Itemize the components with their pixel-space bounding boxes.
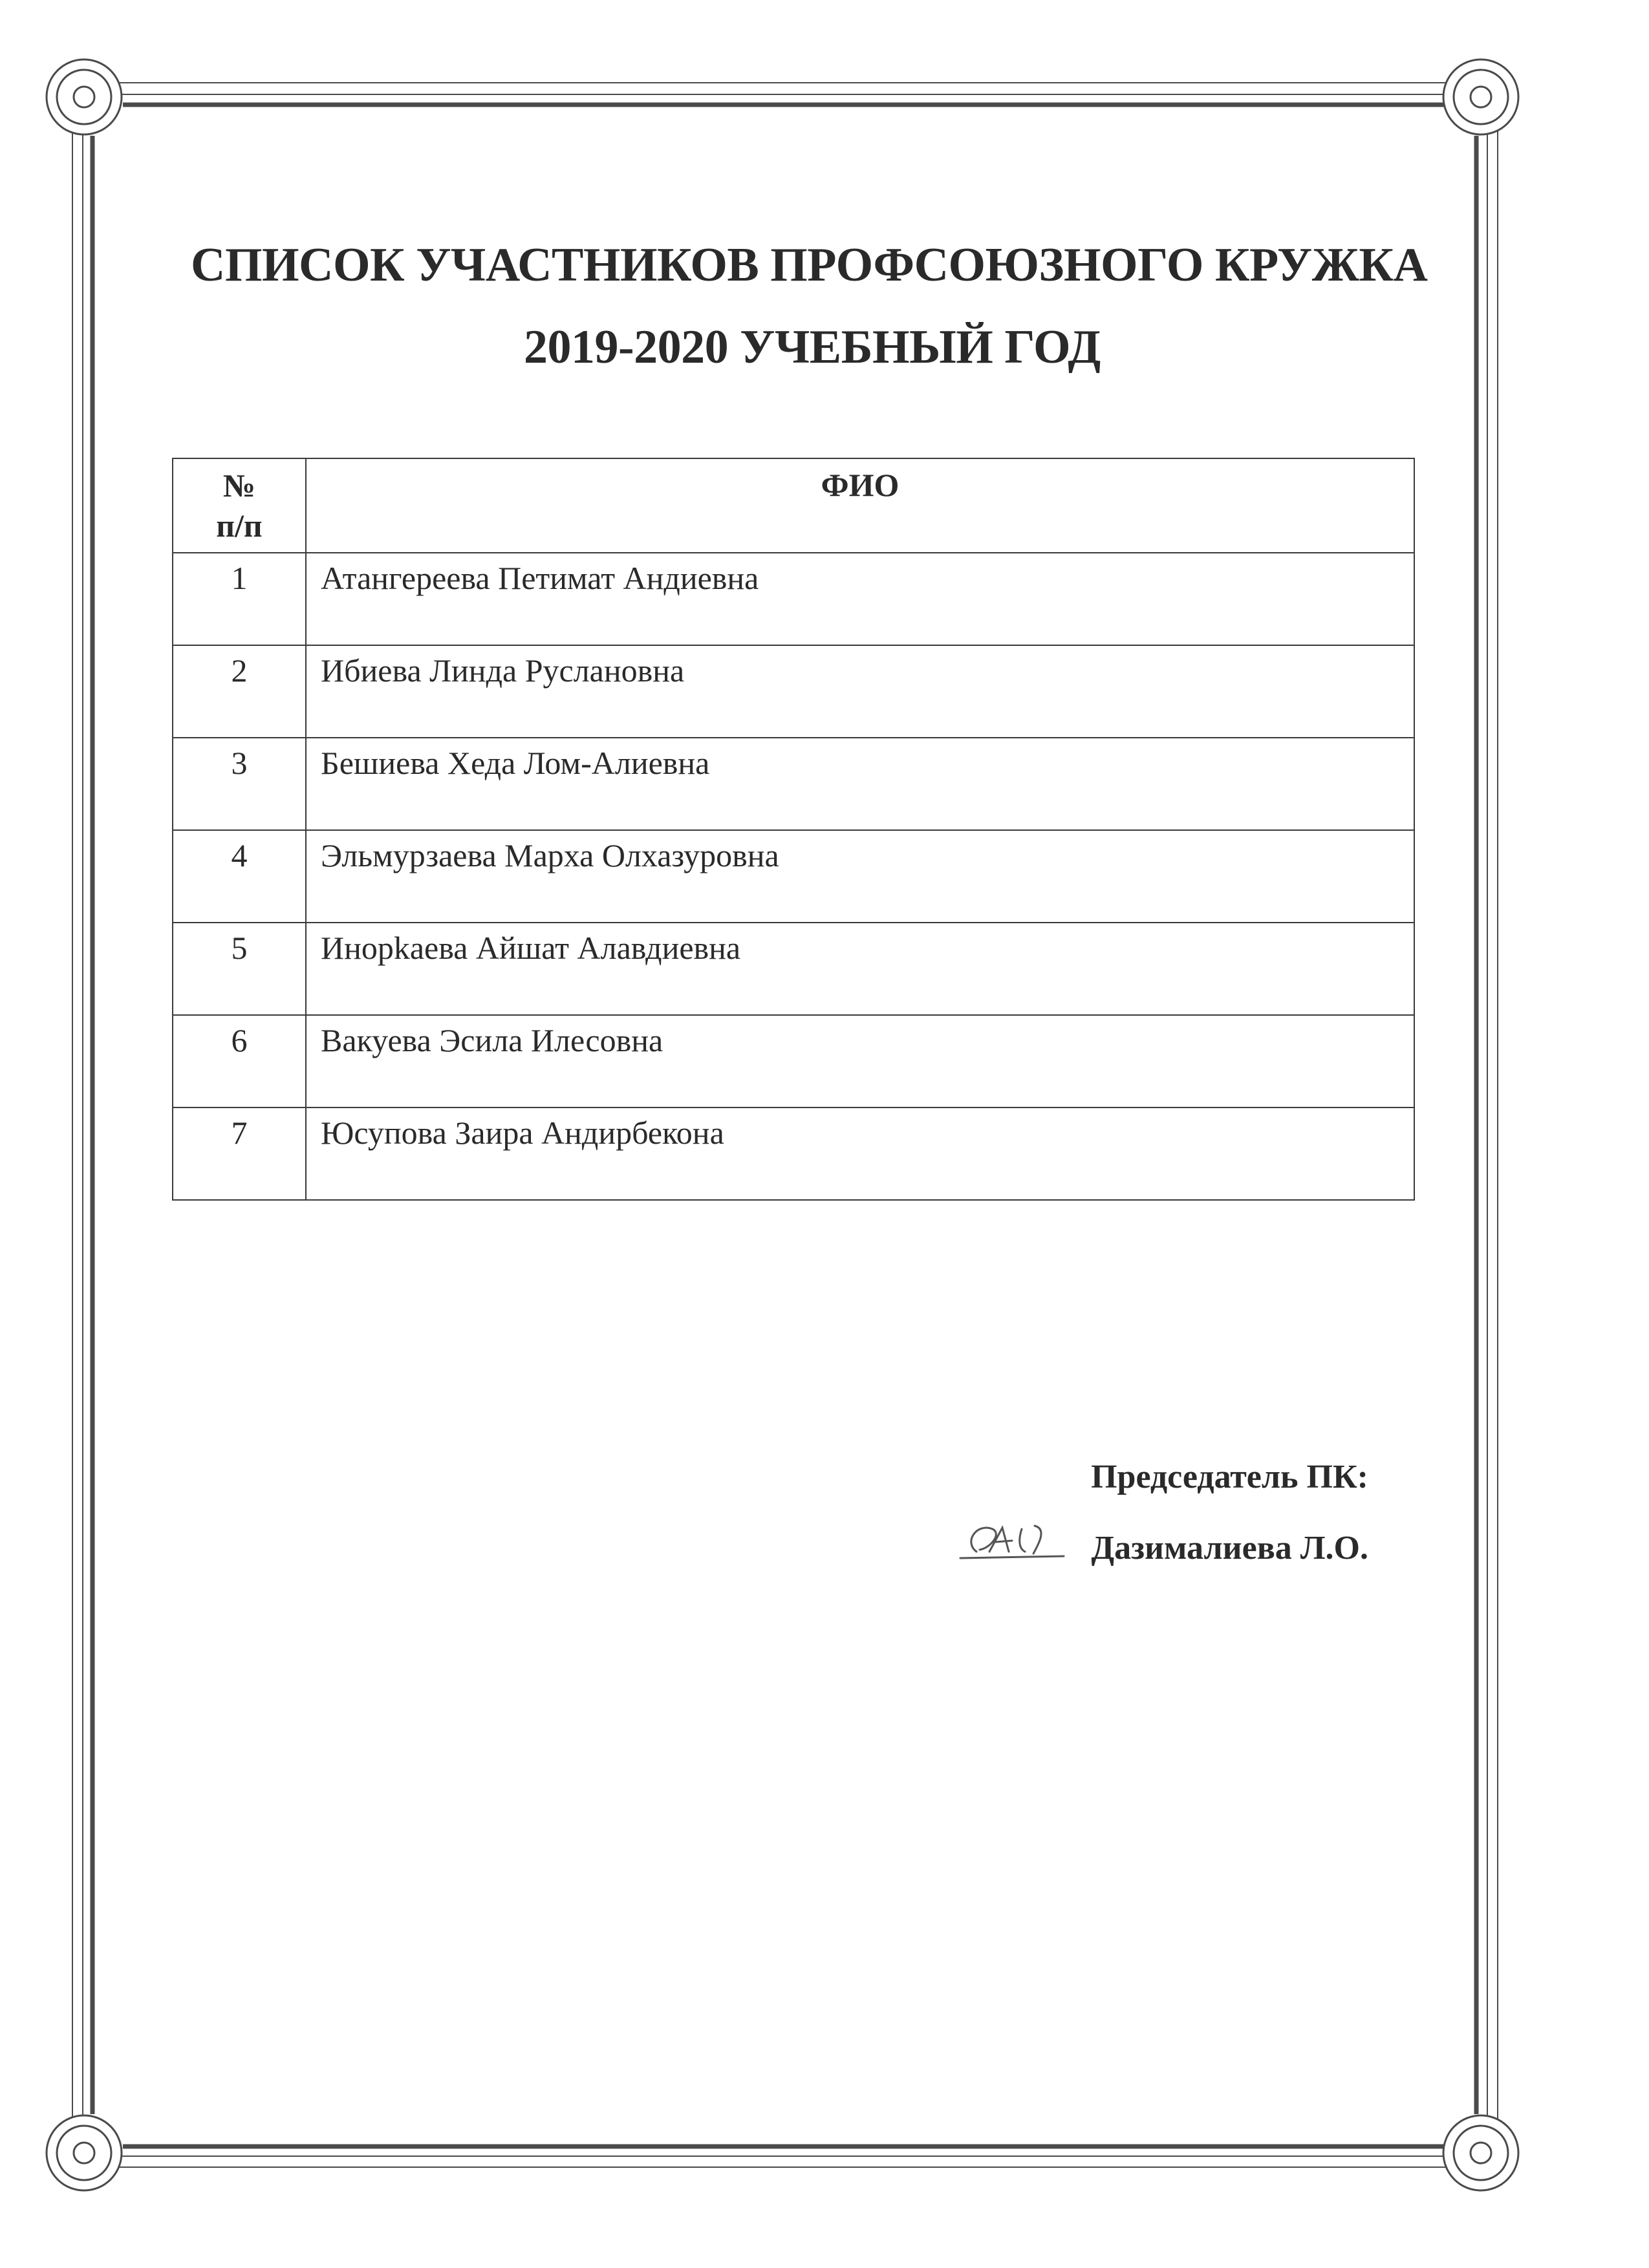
- table-row: [173, 645, 1414, 738]
- row-name: Атангереева Петимат Андиевна: [306, 553, 1414, 645]
- handwritten-signature: [957, 1516, 1073, 1568]
- table-row: [173, 830, 1414, 923]
- table-row: [173, 1015, 1414, 1107]
- row-number: 5: [173, 923, 306, 1015]
- row-number: 3: [173, 738, 306, 830]
- header-number: [173, 458, 306, 553]
- row-name: Вакуева Эсила Илесовна: [306, 1015, 1414, 1107]
- row-name: Эльмурзаева Марха Олхазуровна: [306, 830, 1414, 923]
- participants-table: [172, 458, 1415, 1201]
- row-number: 6: [173, 1015, 306, 1107]
- table-row: [173, 1107, 1414, 1200]
- chairman-name: Дазималиева Л.О.: [1091, 1530, 1368, 1567]
- table-row: [173, 923, 1414, 1015]
- row-name: Бешиева Хеда Лом-Алиевна: [306, 738, 1414, 830]
- row-number: 2: [173, 645, 306, 738]
- table-row: [173, 738, 1414, 830]
- row-number: 1: [173, 553, 306, 645]
- row-name: Ибиева Линда Руслановна: [306, 645, 1414, 738]
- table-header-row: [173, 458, 1414, 553]
- document-subtitle-year: 2019-2020 УЧЕБНЫЙ ГОД: [524, 321, 1101, 374]
- row-number: 7: [173, 1107, 306, 1200]
- row-number: 4: [173, 830, 306, 923]
- table-row: [173, 553, 1414, 645]
- document-title: СПИСОК УЧАСТНИКОВ ПРОФСОЮЗНОГО КРУЖКА: [191, 239, 1428, 292]
- row-name: Юсупова Заира Андирбекона: [306, 1107, 1414, 1200]
- header-fullname: ФИО: [306, 458, 1414, 553]
- chairman-role: Председатель ПК:: [1091, 1459, 1368, 1495]
- row-name: Инорkaева Айшат Алавдиевна: [306, 923, 1414, 1015]
- header-number-label: № п/п: [216, 467, 263, 544]
